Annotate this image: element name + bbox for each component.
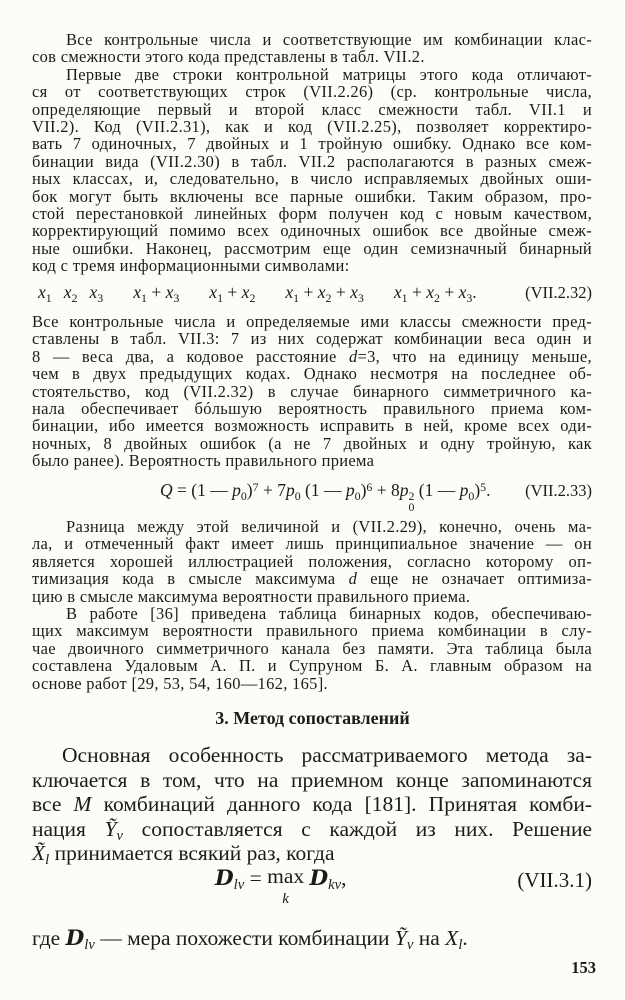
- text-line: [32, 768, 592, 793]
- text-line: [32, 400, 592, 417]
- superscript: 5: [480, 479, 487, 494]
- text-run: Все контрольные числа и соответствующие им комбинации клас-: [66, 30, 592, 49]
- text-line: [32, 675, 592, 692]
- math-symbol: x: [426, 282, 434, 302]
- subscript: 1: [293, 290, 300, 305]
- section-heading: 3. Метод сопоставлений: [215, 708, 410, 728]
- formula-term: [209, 282, 256, 305]
- math-symbol: x: [458, 282, 467, 302]
- paragraph: [32, 605, 592, 692]
- text-run: +: [439, 282, 459, 302]
- text-run: 8 — веса два, а кодовое расстояние: [32, 346, 349, 366]
- text-run: нация: [32, 816, 105, 841]
- math-symbol: Q: [160, 480, 173, 500]
- text-line: [32, 348, 592, 365]
- text-run: Разница между этой величиной и (VII.2.29), конечно, очень ма-: [66, 517, 592, 536]
- math-symbol: p: [232, 480, 241, 500]
- text-run: Все контрольные числа и определяемые ими классы смежности пред-: [32, 312, 592, 331]
- subscript: 3: [97, 290, 104, 305]
- text-run: было ранее). Вероятность правильного приема: [32, 451, 375, 471]
- text-run: щих максимум вероятности правильного приема комбинации в слу-: [32, 621, 592, 641]
- text-line: [32, 570, 592, 587]
- text-run: ): [246, 480, 253, 500]
- math-symbol: x: [241, 282, 250, 302]
- text-line: [32, 330, 592, 347]
- text-run: ные ошибки. Наконец, рассмотрим еще один семизначный бинарный: [32, 238, 592, 258]
- subscript: ν: [406, 937, 414, 954]
- text-run: сопоставляется с каждой из них. Решение: [123, 816, 592, 841]
- text-run: =: [244, 866, 268, 890]
- text-run: цию в смысле максимума вероятности правильного приема.: [32, 586, 471, 606]
- text-run: основе работ [29, 53, 54, 160—162, 165].: [32, 673, 328, 693]
- text-run: еще не означает оптимиза-: [357, 569, 593, 589]
- text-line: [32, 101, 592, 118]
- math-symbol: p: [345, 480, 355, 500]
- formula-term: [393, 282, 477, 305]
- formula: [38, 282, 477, 305]
- text-line: [32, 153, 592, 170]
- subscript: 3: [466, 290, 473, 305]
- math-symbol: x: [209, 282, 218, 302]
- text-line: [32, 518, 592, 535]
- text-run: нала обеспечивает бóльшую вероятность правильного приема ком-: [32, 398, 592, 418]
- superscript: 2: [408, 489, 415, 504]
- text-line: [32, 640, 592, 657]
- text-run: — мера похожести комбинации: [94, 926, 395, 950]
- math-symbol: x: [133, 282, 141, 302]
- text-line: [32, 240, 592, 257]
- text-line: [32, 48, 592, 65]
- formula-term: [133, 282, 180, 305]
- math-symbol: Ỹ: [394, 926, 407, 950]
- subscript: 1: [45, 290, 52, 305]
- text-line: [32, 170, 592, 187]
- script-letter: D: [65, 926, 85, 951]
- paragraph: [32, 518, 592, 605]
- superscript: 7: [252, 479, 259, 494]
- text-run: +: [223, 282, 242, 302]
- text-run: бок могут быть включены все парные ошибки. Таким образом, про-: [32, 186, 592, 206]
- text-run: + 8: [372, 480, 400, 500]
- text-run: +: [331, 282, 351, 302]
- text-line: [32, 588, 592, 605]
- text-run: В работе [36] приведена таблица бинарных кодов, обеспечиваю-: [66, 603, 592, 623]
- equation-number: (VII.2.33): [525, 481, 592, 500]
- operator: max: [267, 864, 305, 888]
- operator-with-limit: [267, 866, 304, 907]
- math-symbol: x: [89, 282, 98, 302]
- text-run: =3, что на единицу меньше,: [357, 346, 592, 366]
- text-line: [32, 313, 592, 330]
- text-line: [32, 31, 592, 48]
- page-number: 153: [571, 958, 596, 977]
- text-line: [32, 792, 592, 817]
- text-line: [32, 83, 592, 100]
- subscript: 1: [140, 290, 147, 305]
- math-symbol: x: [63, 282, 72, 302]
- text-line: [32, 188, 592, 205]
- paragraph: [32, 31, 592, 66]
- text-run: Основная особенность рассматриваемого метода за-: [62, 743, 592, 767]
- text-line: [32, 841, 592, 869]
- equation-number: (VII.3.1): [517, 868, 592, 892]
- subscript: ν: [116, 827, 124, 844]
- text-run: ла, и отмеченный факт имеет лишь принципиальное значение — он: [32, 534, 592, 554]
- subscript: lν: [84, 937, 95, 954]
- text-line: [32, 452, 592, 469]
- text-block: [32, 31, 592, 274]
- text-run: .: [486, 480, 491, 500]
- subscript: 2: [433, 290, 440, 305]
- subscript: 2: [325, 290, 332, 305]
- text-run: вать 7 одиночных, 7 двойных и 1 тройную ошибку. Однако все ком-: [32, 134, 592, 154]
- math-symbol: d: [348, 569, 358, 589]
- paragraph: [32, 926, 592, 954]
- text-run: ключается в том, что на приемном конце запоминаются: [32, 767, 592, 792]
- text-line: [32, 817, 592, 842]
- subscript: 0: [468, 488, 475, 503]
- text-run: принимается всякий раз, когда: [49, 841, 335, 865]
- math-symbol: x: [38, 282, 46, 302]
- text-run: (1 —: [300, 480, 346, 500]
- subscript: l: [458, 937, 463, 954]
- text-run: определяющие первый и второй класс смежности табл. VII.1 и: [32, 99, 592, 119]
- text-line: [32, 926, 592, 954]
- text-line: [32, 222, 592, 239]
- text-run: тимизация кода в смысле максимума: [32, 569, 349, 589]
- text-run: бинации, ибо имеется возможность исправить в ней, кроме всех оди-: [32, 416, 592, 436]
- math-symbol: M: [73, 792, 92, 816]
- subscript: kν: [328, 877, 342, 894]
- text-run: ,: [341, 866, 347, 890]
- math-symbol: k: [282, 890, 289, 907]
- math-symbol: x: [350, 282, 358, 302]
- math-symbol: p: [285, 480, 295, 500]
- subscript: 0: [408, 500, 415, 515]
- script-letter: D: [309, 866, 329, 891]
- text-line: [32, 257, 592, 274]
- text-run: +: [299, 282, 318, 302]
- subscript: 3: [173, 290, 180, 305]
- text-line: [32, 622, 592, 639]
- text-line: [32, 383, 592, 400]
- text-run: +: [407, 282, 427, 302]
- text-run: составлена Удаловым А. П. и Супруном Б. А. главным образом на: [32, 656, 592, 676]
- subscript: 3: [357, 290, 364, 305]
- text-line: [32, 657, 592, 674]
- text-run: ночных, 8 двойных ошибок (а не 7 двойных и одну тройную, как: [32, 433, 592, 453]
- formula-term: [38, 282, 52, 305]
- text-run: ставлены в табл. VII.3: 7 из них содержат комбинации веса один и: [32, 329, 592, 349]
- subscript: lν: [233, 877, 245, 894]
- math-symbol: Ỹ: [104, 816, 117, 841]
- text-run: код с тремя информационными символами:: [32, 256, 350, 276]
- text-line: [32, 135, 592, 152]
- text-run: чем в двух предыдущих кодах. Однако несмотря на последнее об-: [32, 364, 592, 384]
- text-line: [32, 66, 592, 83]
- text-run: является хорошей иллюстрацией положения, согласно которому оп-: [32, 551, 592, 571]
- formula: [215, 866, 347, 907]
- subscript: 0: [354, 488, 361, 503]
- equation: [38, 282, 592, 305]
- text-line: [32, 417, 592, 434]
- paragraph: [32, 66, 592, 275]
- text-run: +: [146, 282, 166, 302]
- subscript: l: [45, 852, 50, 869]
- math-symbol: x: [285, 282, 294, 302]
- text-line: [32, 365, 592, 382]
- script-letter: D: [215, 866, 234, 891]
- math-symbol: x: [317, 282, 326, 302]
- subscript: 0: [240, 488, 247, 503]
- text-run: стой перестановкой линейных форм получен код с новым качеством,: [32, 203, 592, 223]
- formula-term: [63, 282, 78, 305]
- math-symbol: d: [348, 346, 358, 366]
- text-run: сов смежности этого кода представлены в табл. VII.2.: [32, 47, 425, 67]
- text-block: [32, 926, 592, 954]
- text-run: корректирующий помимо всех одиночных ошибок все двойные смеж-: [32, 221, 592, 241]
- formula-term: [285, 282, 364, 305]
- text-run: бинации вида (VII.2.30) в табл. VII.2 располагаются в разных смеж-: [32, 151, 592, 171]
- subscript: 1: [217, 290, 224, 305]
- text-line: [32, 118, 592, 135]
- text-run: ных классах, и, следовательно, в число исправляемых двойных оши-: [32, 169, 592, 189]
- text-line: [32, 553, 592, 570]
- equation: [160, 480, 592, 514]
- equation: [215, 866, 592, 907]
- text-run: ): [474, 480, 481, 500]
- text-run: .: [472, 282, 477, 302]
- math-symbol: p: [459, 480, 469, 500]
- math-symbol: x: [393, 282, 402, 302]
- text-run: стоятельство, код (VII.2.32) в случае бинарного симметричного ка-: [32, 381, 592, 401]
- text-run: ся от соответствующих строк (VII.2.26) (ср. контрольные числа,: [32, 82, 592, 102]
- text-run: = (1 —: [172, 480, 233, 500]
- math-symbol: X̃: [32, 841, 46, 865]
- math-symbol: p: [399, 480, 409, 500]
- paragraph: [32, 743, 593, 869]
- text-block: [32, 743, 593, 869]
- subscript: 2: [71, 290, 78, 305]
- text-line: [32, 535, 592, 552]
- equation-number: (VII.2.32): [525, 283, 592, 302]
- text-run: .: [462, 926, 468, 950]
- text-run: VII.2). Код (VII.2.31), как и код (VII.2.25), позволяет корректиро-: [32, 116, 592, 136]
- text-line: [32, 435, 592, 452]
- text-run: все: [32, 792, 74, 816]
- text-block: [32, 518, 592, 692]
- text-run: (1 —: [414, 480, 460, 500]
- text-run: + 7: [258, 480, 286, 500]
- text-line: [32, 743, 592, 768]
- superscript: 6: [366, 479, 373, 494]
- subscript: 0: [294, 488, 301, 503]
- text-run: на: [413, 926, 446, 950]
- text-run: чае двоичного симметричного канала без памяти. Эта таблица была: [32, 638, 592, 658]
- subscript: 2: [249, 290, 256, 305]
- math-symbol: x: [165, 282, 174, 302]
- formula-term: [89, 282, 104, 305]
- text-run: Первые две строки контрольной матрицы этого кода отличают-: [66, 64, 592, 84]
- math-symbol: X: [445, 926, 459, 950]
- text-line: [32, 205, 592, 222]
- formula: [160, 480, 490, 514]
- text-run: комбинаций данного кода [181]. Принятая комби-: [91, 792, 593, 816]
- text-block: [32, 313, 592, 470]
- paragraph: [32, 313, 592, 470]
- subscript: 1: [401, 290, 408, 305]
- text-run: ): [360, 480, 367, 500]
- text-run: где: [32, 926, 66, 950]
- text-line: [32, 605, 592, 622]
